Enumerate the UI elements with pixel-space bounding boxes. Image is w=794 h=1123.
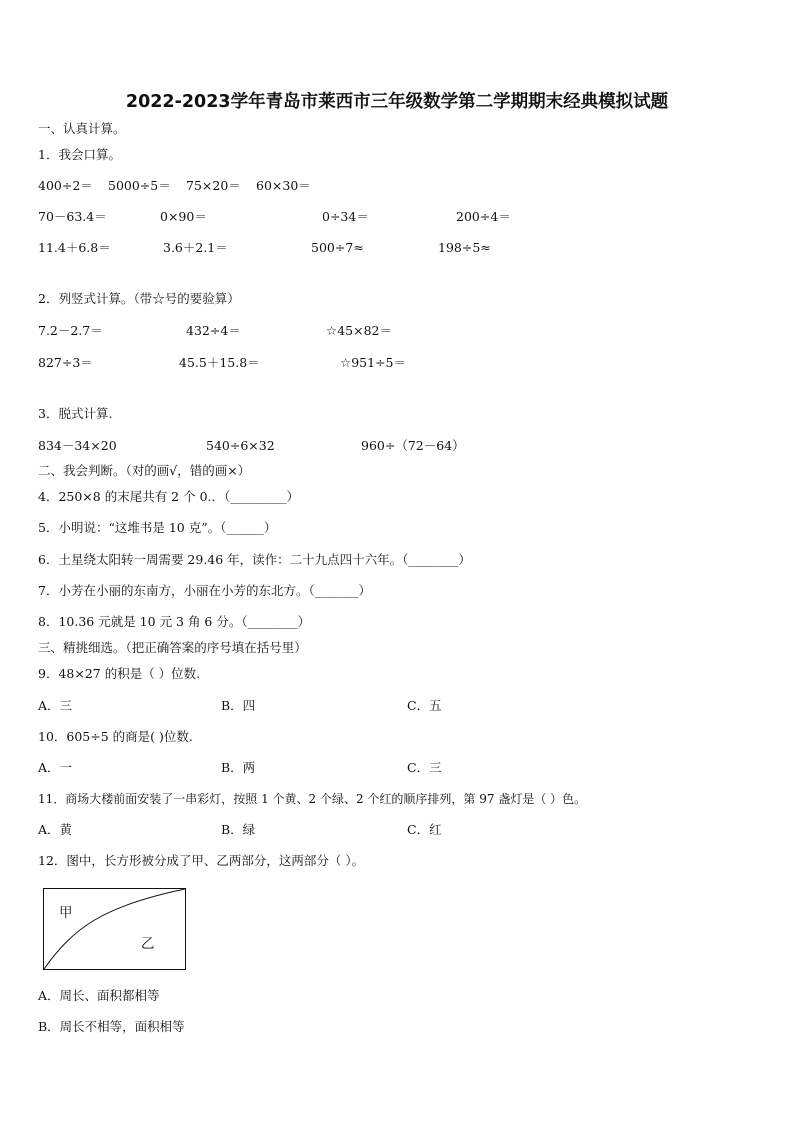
q10-option-a: A．一 <box>38 760 73 775</box>
q2-item: 7.2－2.7＝ <box>38 323 103 338</box>
section-2-heading: 二、我会判断。（对的画√，错的画×） <box>38 463 251 478</box>
q12-option-a: A．周长、面积都相等 <box>38 988 160 1003</box>
q3-heading: 3．脱式计算. <box>38 406 113 421</box>
label-jia: 甲 <box>59 905 73 921</box>
q1-item: 5000÷5＝ <box>108 178 171 193</box>
q9-option-a: A．三 <box>38 698 73 713</box>
q11-option-b: B．绿 <box>221 822 256 837</box>
q1-item: 70－63.4＝ <box>38 209 107 224</box>
q10-option-c: C．三 <box>407 760 442 775</box>
q1-heading: 1．我会口算。 <box>38 147 121 162</box>
q3-item: 540÷6×32 <box>206 438 275 453</box>
question-7: 7．小芳在小丽的东南方，小丽在小芳的东北方。（_______） <box>38 583 371 598</box>
q1-item: 11.4＋6.8＝ <box>38 240 111 255</box>
section-1-heading: 一、认真计算。 <box>38 121 126 136</box>
question-5: 5．小明说：“这堆书是 10 克”。（______） <box>38 520 277 535</box>
q2-item: ☆45×82＝ <box>326 323 392 338</box>
q2-heading: 2．列竖式计算。（带☆号的要验算） <box>38 291 240 306</box>
q1-item: 200÷4＝ <box>456 209 511 224</box>
section-3-heading: 三、精挑细选。（把正确答案的序号填在括号里） <box>38 640 307 655</box>
q3-item: 960÷（72－64） <box>361 438 465 453</box>
q9-option-c: C．五 <box>407 698 442 713</box>
question-9: 9．48×27 的积是（ ）位数. <box>38 666 201 681</box>
question-6: 6．土星绕太阳转一周需要 29.46 年，读作：二十九点四十六年。（________） <box>38 552 471 567</box>
q2-item: 432÷4＝ <box>186 323 241 338</box>
q1-item: 0÷34＝ <box>322 209 369 224</box>
q1-item: 500÷7≈ <box>311 240 364 255</box>
question-10: 10．605÷5 的商是( )位数. <box>38 729 193 744</box>
q1-item: 198÷5≈ <box>438 240 491 255</box>
question-11: 11．商场大楼前面安装了一串彩灯，按照 1 个黄、2 个绿、2 个红的顺序排列，第 97 盏灯是（ ）色。 <box>38 792 587 806</box>
question-12: 12．图中，长方形被分成了甲、乙两部分，这两部分（ ）。 <box>38 853 365 868</box>
q11-option-a: A．黄 <box>38 822 73 837</box>
q2-item: 45.5＋15.8＝ <box>179 355 260 370</box>
page-title: 2022-2023学年青岛市莱西市三年级数学第二学期期末经典模拟试题 <box>125 92 669 112</box>
q1-item: 0×90＝ <box>160 209 207 224</box>
question-8: 8．10.36 元就是 10 元 3 角 6 分。（________） <box>38 614 311 629</box>
q2-item: ☆951÷5＝ <box>340 355 406 370</box>
q11-option-c: C．红 <box>407 822 442 837</box>
q1-item: 75×20＝ <box>186 178 241 193</box>
q10-option-b: B．两 <box>221 760 256 775</box>
label-yi: 乙 <box>141 936 155 952</box>
rectangle-figure <box>43 888 186 970</box>
q1-item: 400÷2＝ <box>38 178 93 193</box>
q2-item: 827÷3＝ <box>38 355 93 370</box>
q1-item: 3.6＋2.1＝ <box>163 240 228 255</box>
q1-item: 60×30＝ <box>256 178 311 193</box>
q9-option-b: B．四 <box>221 698 256 713</box>
question-4: 4．250×8 的末尾共有 2 个 0.．（_________） <box>38 489 300 504</box>
q12-option-b: B．周长不相等，面积相等 <box>38 1019 185 1034</box>
q3-item: 834－34×20 <box>38 438 117 453</box>
